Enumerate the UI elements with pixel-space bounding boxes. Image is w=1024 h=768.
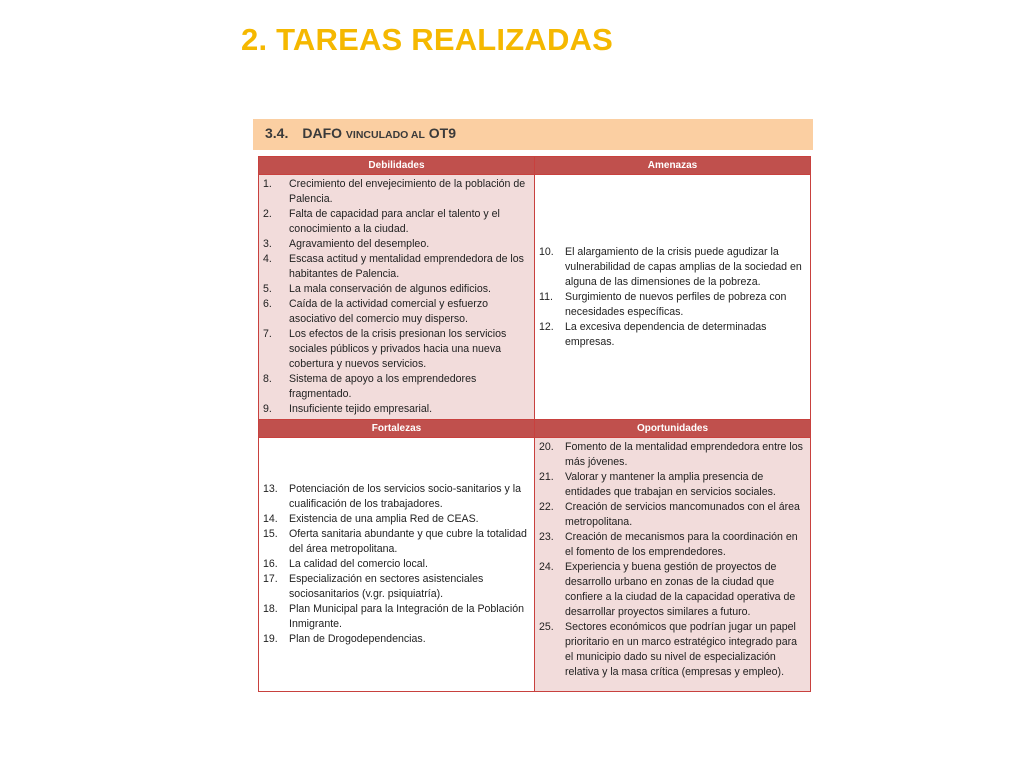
item-text: Agravamiento del desempleo.	[289, 238, 430, 250]
amenazas-item	[539, 290, 806, 320]
item-text: Sistema de apoyo a los emprendedores fragmentado.	[289, 373, 477, 400]
item-number: 7.	[263, 328, 272, 340]
item-text: Escasa actitud y mentalidad emprendedora de los habitantes de Palencia.	[289, 253, 524, 280]
item-number: 16.	[263, 558, 278, 570]
oportunidades-item	[539, 560, 806, 620]
debilidades-item	[263, 177, 530, 207]
item-text: Los efectos de la crisis presionan los servicios sociales públicos y privados hacia una nueva cobertura y nuevos servicios.	[289, 328, 507, 370]
item-number: 15.	[263, 528, 278, 540]
item-text: Insuficiente tejido empresarial.	[289, 403, 433, 415]
fortalezas-item	[263, 512, 530, 527]
item-text: La mala conservación de algunos edificios.	[289, 283, 491, 295]
fortalezas-item	[263, 632, 530, 647]
amenazas-list	[539, 245, 806, 350]
item-number: 3.	[263, 238, 272, 250]
item-number: 23.	[539, 531, 554, 543]
item-number: 5.	[263, 283, 272, 295]
header-row-bottom	[259, 420, 811, 438]
item-number: 14.	[263, 513, 278, 525]
item-text: El alargamiento de la crisis puede agudizar la vulnerabilidad de capas amplias de la sociedad en alguna de las dimensiones de la pobreza.	[565, 245, 802, 288]
fortalezas-cell	[259, 438, 535, 692]
dafo-table	[258, 156, 811, 692]
item-number: 10.	[539, 245, 554, 258]
debilidades-item	[263, 327, 530, 372]
fortalezas-item	[263, 602, 530, 632]
item-text: Caída de la actividad comercial y esfuerzo asociativo del comercio muy disperso.	[289, 298, 489, 325]
item-text: La excesiva dependencia de determinadas empresas.	[565, 320, 767, 348]
item-text: Especialización en sectores asistenciales sociosanitarios (v.gr. psiquiatría).	[289, 573, 484, 600]
item-number: 4.	[263, 253, 272, 265]
oportunidades-item	[539, 440, 806, 470]
debilidades-cell	[259, 175, 535, 420]
section-heading	[265, 125, 456, 141]
fortalezas-item	[263, 527, 530, 557]
header-amenazas: Amenazas	[535, 157, 811, 175]
debilidades-list	[263, 177, 530, 417]
item-text: Surgimiento de nuevos perfiles de pobreza con necesidades específicas.	[565, 290, 787, 318]
item-number: 25.	[539, 621, 554, 633]
section-tail: OT9	[428, 125, 456, 141]
amenazas-item	[539, 320, 806, 350]
item-text: Oferta sanitaria abundante y que cubre la totalidad del área metropolitana.	[289, 528, 527, 555]
fortalezas-item	[263, 572, 530, 602]
amenazas-item	[539, 245, 806, 290]
section-header-band	[253, 119, 813, 150]
section-caps: VINCULADO AL	[345, 129, 425, 141]
item-text: Falta de capacidad para anclar el talento y el conocimiento a la ciudad.	[289, 208, 500, 235]
item-number: 24.	[539, 561, 554, 573]
item-number: 11.	[539, 290, 553, 303]
item-text: Crecimiento del envejecimiento de la población de Palencia.	[289, 178, 526, 205]
item-number: 2.	[263, 208, 272, 220]
slide-title: 2. TAREAS REALIZADAS	[241, 22, 614, 57]
content-row-bottom	[259, 438, 811, 692]
item-text: Sectores económicos que podrían jugar un papel prioritario en un marco estratégico integrado para el municipio dado su nivel de especialización relativa y la masa crítica (empresas y empleo).	[565, 621, 798, 678]
item-number: 8.	[263, 373, 272, 385]
item-number: 17.	[263, 573, 278, 585]
item-number: 21.	[539, 471, 554, 483]
item-text: Fomento de la mentalidad emprendedora entre los más jóvenes.	[565, 441, 803, 468]
header-row-top	[259, 157, 811, 175]
header-fortalezas: Fortalezas	[259, 420, 535, 438]
debilidades-item	[263, 282, 530, 297]
item-number: 22.	[539, 501, 554, 513]
amenazas-cell	[535, 175, 811, 420]
item-text: Valorar y mantener la amplia presencia de entidades que trabajan en servicios sociales.	[565, 471, 776, 498]
section-number: 3.4.	[265, 125, 289, 141]
item-number: 19.	[263, 633, 278, 645]
debilidades-item	[263, 402, 530, 417]
oportunidades-item	[539, 530, 806, 560]
content-row-top	[259, 175, 811, 420]
debilidades-item	[263, 252, 530, 282]
item-number: 20.	[539, 441, 554, 453]
item-text: Plan de Drogodependencias.	[289, 633, 426, 645]
fortalezas-item	[263, 557, 530, 572]
item-text: Existencia de una amplia Red de CEAS.	[289, 513, 479, 525]
oportunidades-cell	[535, 438, 811, 692]
header-debilidades: Debilidades	[259, 157, 535, 175]
oportunidades-list	[539, 440, 806, 680]
item-number: 6.	[263, 298, 272, 310]
item-text: Experiencia y buena gestión de proyectos de desarrollo urbano en zonas de la ciudad que confiere a la ciudad de la capacidad operativa de desarrollar proyectos similares a futuro.	[565, 561, 796, 618]
fortalezas-list	[263, 482, 530, 647]
oportunidades-item	[539, 470, 806, 500]
item-number: 12.	[539, 320, 554, 333]
item-text: Plan Municipal para la Integración de la Población Inmigrante.	[289, 603, 524, 630]
debilidades-item	[263, 297, 530, 327]
item-text: Creación de servicios mancomunados con el área metropolitana.	[565, 501, 800, 528]
item-text: La calidad del comercio local.	[289, 558, 428, 570]
item-text: Creación de mecanismos para la coordinación en el fomento de los emprendedores.	[565, 531, 798, 558]
debilidades-item	[263, 372, 530, 402]
debilidades-item	[263, 207, 530, 237]
item-number: 13.	[263, 483, 278, 495]
debilidades-item	[263, 237, 530, 252]
fortalezas-item	[263, 482, 530, 512]
item-number: 18.	[263, 603, 278, 615]
header-oportunidades: Oportunidades	[535, 420, 811, 438]
item-text: Potenciación de los servicios socio-sanitarios y la cualificación de los trabajadores.	[289, 483, 521, 510]
item-number: 9.	[263, 403, 272, 415]
oportunidades-item	[539, 500, 806, 530]
oportunidades-item	[539, 620, 806, 680]
section-word: DAFO	[302, 125, 343, 141]
item-number: 1.	[263, 178, 272, 190]
